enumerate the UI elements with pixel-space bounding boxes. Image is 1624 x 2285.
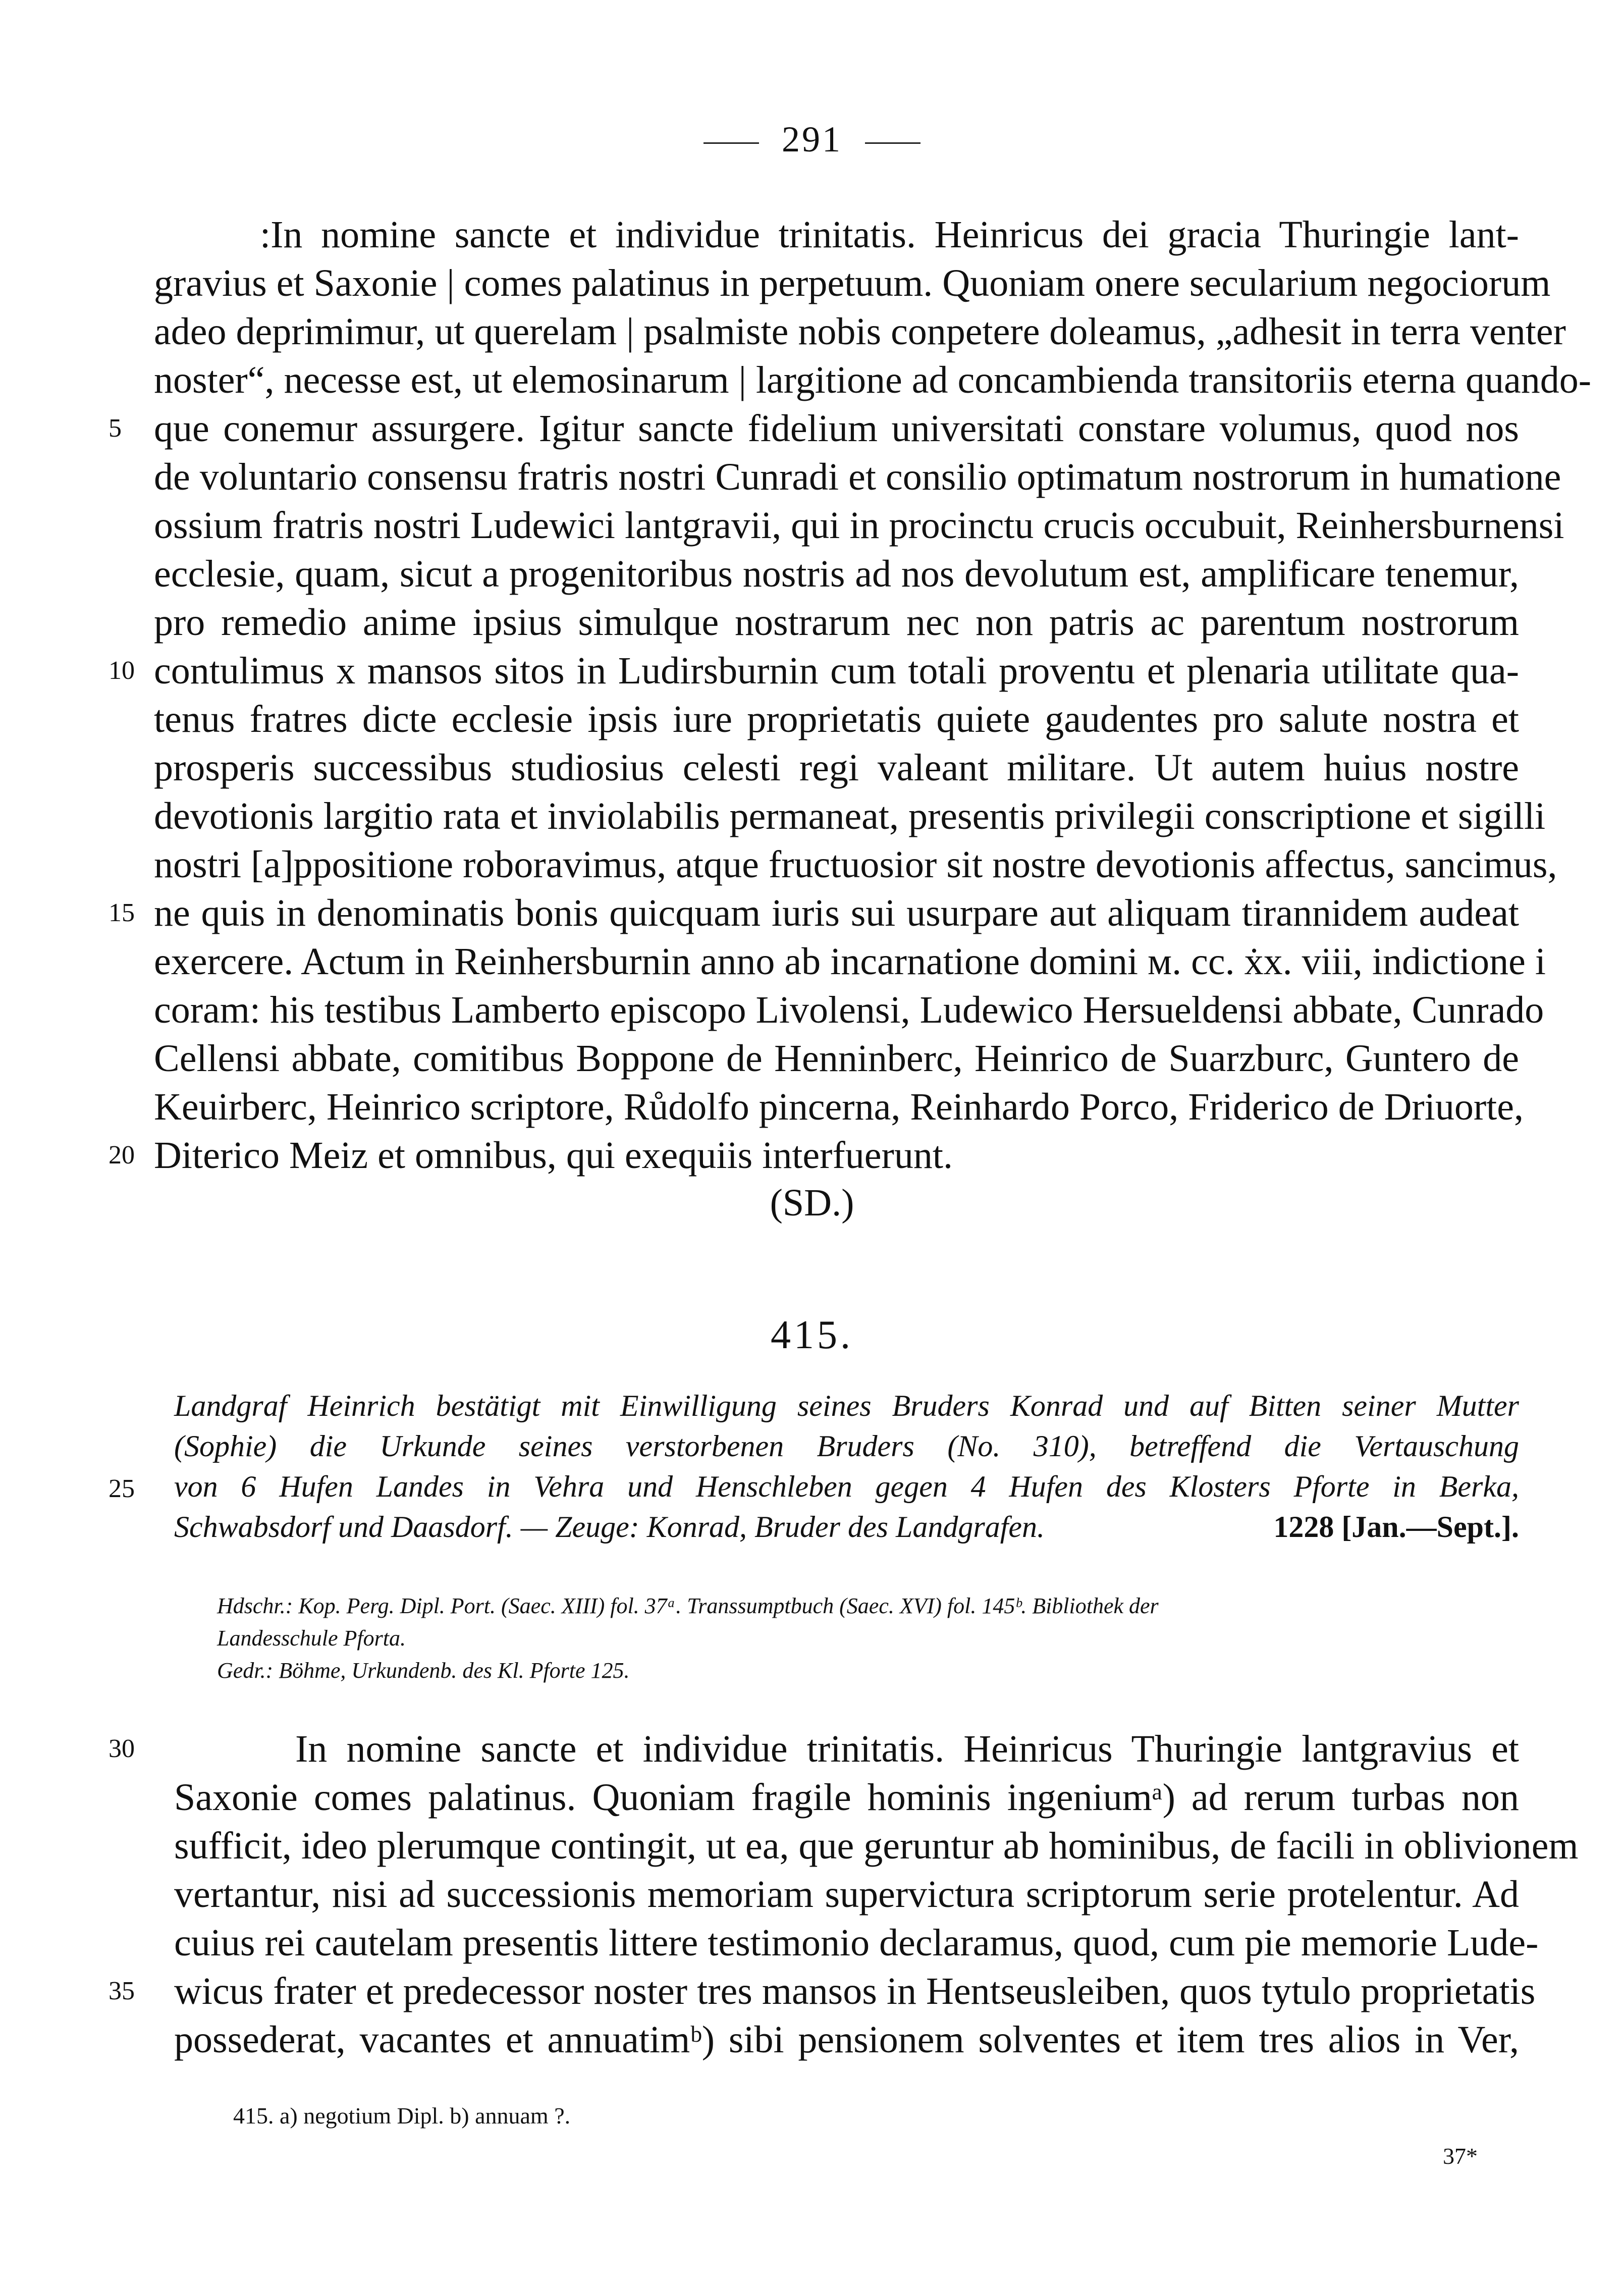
header-rule-left: [703, 142, 759, 144]
page-header: [0, 119, 1624, 161]
text-line: possederat, vacantes et annuatimᵇ) sibi pensionem solventes et item tres alios in Ver,: [174, 2018, 1519, 2061]
line-number: 10: [109, 656, 135, 685]
text-line: coram: his testibus Lamberto episcopo Livolensi, Ludewico Hersueldensi abbate, Cunrado: [154, 989, 1544, 1031]
text-line: noster“, necesse est, ut elemosinarum | largitione ad concambienda transitoriis eterna quando-: [154, 359, 1592, 401]
text-line: nostri [a]ppositione roboravimus, atque fructuosior sit nostre devotionis affectus, sancimus,: [154, 843, 1557, 886]
text-line: tenus fratres dicte ecclesie ipsis iure proprietatis quiete gaudentes pro salute nostra et: [154, 698, 1519, 740]
text-line: :In nomine sancte et individue trinitatis. Heinricus dei gracia Thuringie lant-: [260, 214, 1519, 256]
line-number: 25: [109, 1474, 135, 1503]
text-line: adeo deprimimur, ut querelam | psalmiste nobis conpetere doleamus, „adhesit in terra venter: [154, 310, 1566, 353]
text-line: In nomine sancte et individue trinitatis. Heinricus Thuringie lantgravius et: [295, 1728, 1519, 1770]
line-number: 5: [109, 414, 122, 443]
regest-line: Landgraf Heinrich bestätigt mit Einwilligung seines Bruders Konrad und auf Bitten seiner Mutter: [174, 1389, 1519, 1422]
text-line: Diterico Meiz et omnibus, qui exequiis interfuerunt.: [154, 1134, 953, 1177]
text-line: Keuirberc, Heinrico scriptore, Růdolfo pincerna, Reinhardo Porco, Friderico de Driuorte,: [154, 1086, 1524, 1128]
document-number: 415.: [771, 1313, 853, 1357]
regest-line: (Sophie) die Urkunde seines verstorbenen Bruders (No. 310), betreffend die Vertauschung: [174, 1429, 1519, 1463]
regest-line: Schwabsdorf und Daasdorf. — Zeuge: Konrad, Bruder des Landgrafen. 1228 [Jan.—Sept.].: [174, 1507, 1519, 1547]
text-line: pro remedio anime ipsius simulque nostrarum nec non patris ac parentum nostrorum: [154, 601, 1519, 644]
text-line: contulimus x mansos sitos in Ludirsburnin cum totali proventu et plenaria utilitate qua-: [154, 650, 1519, 692]
source-line: Hdschr.: Kop. Perg. Dipl. Port. (Saec. XIII) fol. 37ᵃ. Transsumptbuch (Saec. XVI) fol. 145ᵇ. Bibliothek der: [217, 1593, 1159, 1618]
text-line: ne quis in denominatis bonis quicquam iuris sui usurpare aut aliquam tirannidem audeat: [154, 892, 1519, 934]
text-line: devotionis largitio rata et inviolabilis permaneat, presentis privilegii conscriptione et sigilli: [154, 795, 1546, 837]
text-line: vertantur, nisi ad successionis memoriam supervictura scriptorum serie protelentur. Ad: [174, 1873, 1519, 1916]
header-rule-right: [865, 142, 921, 144]
line-number: 20: [109, 1141, 135, 1170]
text-line: gravius et Saxonie | comes palatinus in perpetuum. Quoniam onere secularium negociorum: [154, 262, 1551, 304]
sheet-signature-mark: 37*: [1443, 2143, 1478, 2169]
text-line: ecclesie, quam, sicut a progenitoribus nostris ad nos devolutum est, amplificare tenemur,: [154, 553, 1519, 595]
text-line: que conemur assurgere. Igitur sancte fidelium universitati constare volumus, quod nos: [154, 407, 1519, 450]
text-line: Cellensi abbate, comitibus Boppone de Henninberc, Heinrico de Suarzburc, Guntero de: [154, 1037, 1519, 1080]
line-number: 15: [109, 898, 135, 927]
source-line: Gedr.: Böhme, Urkundenb. des Kl. Pforte 125.: [217, 1658, 630, 1683]
text-line: ossium fratris nostri Ludewici lantgravii, qui in procinctu crucis occubuit, Reinhersburnensi: [154, 504, 1564, 547]
document-date: 1228 [Jan.—Sept.].: [1273, 1510, 1519, 1544]
footnote: 415. a) negotium Dipl. b) annuam ?.: [233, 2103, 571, 2129]
text-line: prosperis successibus studiosius celesti regi valeant militare. Ut autem huius nostre: [154, 747, 1519, 789]
page-number: 291: [782, 119, 842, 160]
text-line: cuius rei cautelam presentis littere testimonio declaramus, quod, cum pie memorie Lude-: [174, 1922, 1539, 1964]
text-line: sufficit, ideo plerumque contingit, ut ea, que geruntur ab hominibus, de facili in oblivionem: [174, 1825, 1579, 1867]
line-number: 30: [109, 1734, 135, 1763]
text-line: exercere. Actum in Reinhersburnin anno ab incarnatione domini ᴍ. cc. ẋx. viii, indictione i: [154, 940, 1546, 983]
text-line: wicus frater et predecessor noster tres mansos in Hentseusleiben, quos tytulo proprietatis: [174, 1970, 1536, 2012]
text-line: de voluntario consensu fratris nostri Cunradi et consilio optimatum nostrorum in humatione: [154, 456, 1561, 498]
line-number: 35: [109, 1977, 135, 2005]
seal-signature: (SD.): [770, 1182, 854, 1224]
source-line: Landesschule Pforta.: [217, 1626, 406, 1651]
text-line: Saxonie comes palatinus. Quoniam fragile hominis ingeniumᵃ) ad rerum turbas non: [174, 1776, 1519, 1819]
regest-line: von 6 Hufen Landes in Vehra und Henschleben gegen 4 Hufen des Klosters Pforte in Berka,: [174, 1470, 1519, 1503]
